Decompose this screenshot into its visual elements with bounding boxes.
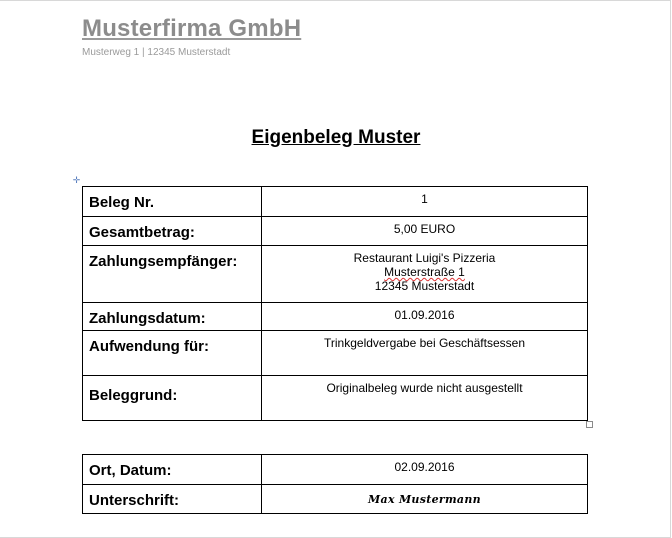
value-line: Originalbeleg wurde nicht ausgestellt [326,381,523,395]
row-value-zahlungsempfaenger [262,246,588,303]
value-line: Musterstraße 1 [384,265,465,279]
row-value-gesamtbetrag [262,217,588,246]
table-row [83,217,588,246]
value-line: Trinkgeldvergabe bei Geschäftsessen [324,336,525,350]
company-name: Musterfirma GmbH [82,15,302,42]
row-value-zahlungsdatum [262,303,588,331]
value-line: 12345 Musterstadt [374,279,475,293]
value-line: Restaurant Luigi's Pizzeria [353,251,496,265]
row-label-gesamtbetrag: Gesamtbetrag: [83,217,262,246]
table-row [83,455,588,485]
value-line: 01.09.2016 [394,308,455,322]
move-cross-icon[interactable]: ✛ [72,175,81,185]
value-line: 5,00 EURO [393,222,456,236]
table-row [83,485,588,514]
row-label-zahlungsempfaenger: Zahlungsempfänger: [83,246,262,303]
row-value-beleggrund [262,376,588,421]
document-title: Eigenbeleg Muster [251,127,421,148]
receipt-table [82,186,588,421]
row-value-beleg-nr [262,187,588,217]
value-line: 1 [421,192,428,206]
row-label-zahlungsdatum: Zahlungsdatum: [83,303,262,331]
row-label-beleg-nr: Beleg Nr. [83,187,262,217]
table-row [83,246,588,303]
company-address: Musterweg 1 | 12345 Musterstadt [82,47,231,58]
row-label-unterschrift: Unterschrift: [83,485,262,514]
row-label-ort-datum: Ort, Datum: [83,455,262,485]
row-value-unterschrift [262,485,588,514]
signature-table [82,454,588,514]
table-row [83,303,588,331]
row-label-aufwendung: Aufwendung für: [83,331,262,376]
signature: Max Mustermann [368,493,481,506]
table-row [83,331,588,376]
table-resize-handle[interactable] [586,421,593,428]
row-value-ort-datum: 02.09.2016 [262,455,588,485]
table-row [83,187,588,217]
row-label-beleggrund: Beleggrund: [83,376,262,421]
table-row [83,376,588,421]
row-value-aufwendung [262,331,588,376]
